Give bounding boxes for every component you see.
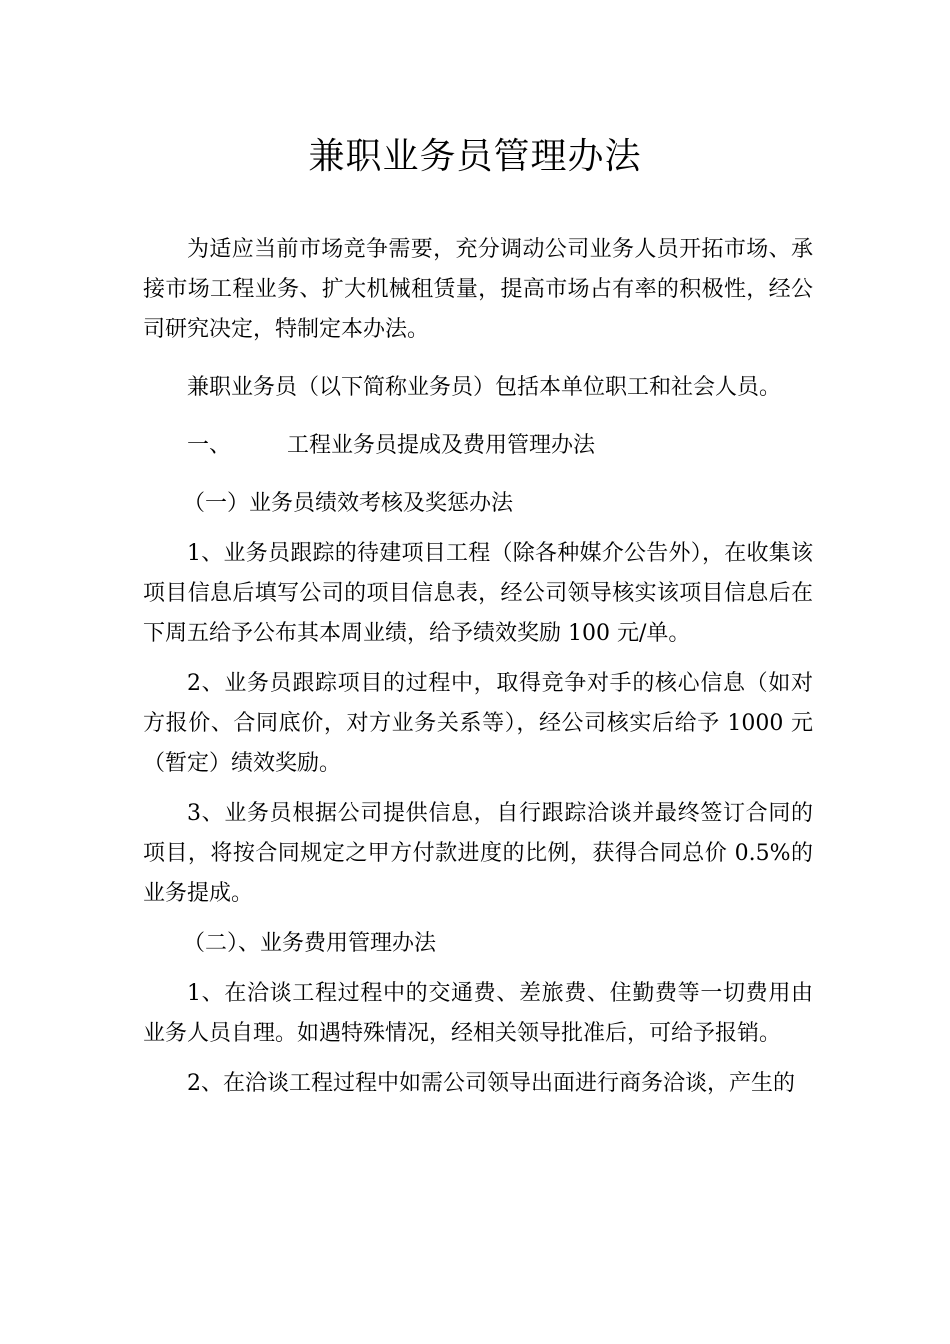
section-1-number: 一、 bbox=[187, 433, 232, 458]
section-1-title: 工程业务员提成及费用管理办法 bbox=[287, 433, 596, 458]
subsection-2-item-1: 1、在洽谈工程过程中的交通费、差旅费、住勤费等一切费用由业务人员自理。如遇特殊情况，经相关领导批准后，可给予报销。 bbox=[143, 981, 813, 1046]
document-title: 兼职业务员管理办法 bbox=[308, 136, 642, 177]
section-1-heading bbox=[143, 426, 813, 466]
subsection-1-item-1: 1、业务员跟踪的待建项目工程（除各种媒介公告外），在收集该项目信息后填写公司的项目信息表，经公司领导核实该项目信息后在下周五给予公布其本周业绩，给予绩效奖励 100 元/单。 bbox=[143, 541, 813, 646]
subsection-2-item-2: 2、在洽谈工程过程中如需公司领导出面进行商务洽谈，产生的 bbox=[187, 1071, 795, 1096]
intro-paragraph: 为适应当前市场竞争需要，充分调动公司业务人员开拓市场、承接市场工程业务、扩大机械租赁量，提高市场占有率的积极性，经公司研究决定，特制定本办法。 bbox=[143, 237, 813, 342]
subsection-1-item-2: 2、业务员跟踪项目的过程中，取得竞争对手的核心信息（如对方报价、合同底价，对方业务关系等），经公司核实后给予 1000 元（暂定）绩效奖励。 bbox=[143, 671, 813, 776]
subsection-1-heading: （一）业务员绩效考核及奖惩办法 bbox=[183, 491, 514, 516]
subsection-2-heading: （二）、业务费用管理办法 bbox=[183, 931, 437, 956]
document-body bbox=[143, 230, 813, 1104]
subsection-1-item-3: 3、业务员根据公司提供信息，自行跟踪洽谈并最终签订合同的项目，将按合同规定之甲方付款进度的比例，获得合同总价 0.5%的业务提成。 bbox=[143, 801, 813, 906]
scope-paragraph: 兼职业务员（以下简称业务员）包括本单位职工和社会人员。 bbox=[187, 375, 782, 400]
